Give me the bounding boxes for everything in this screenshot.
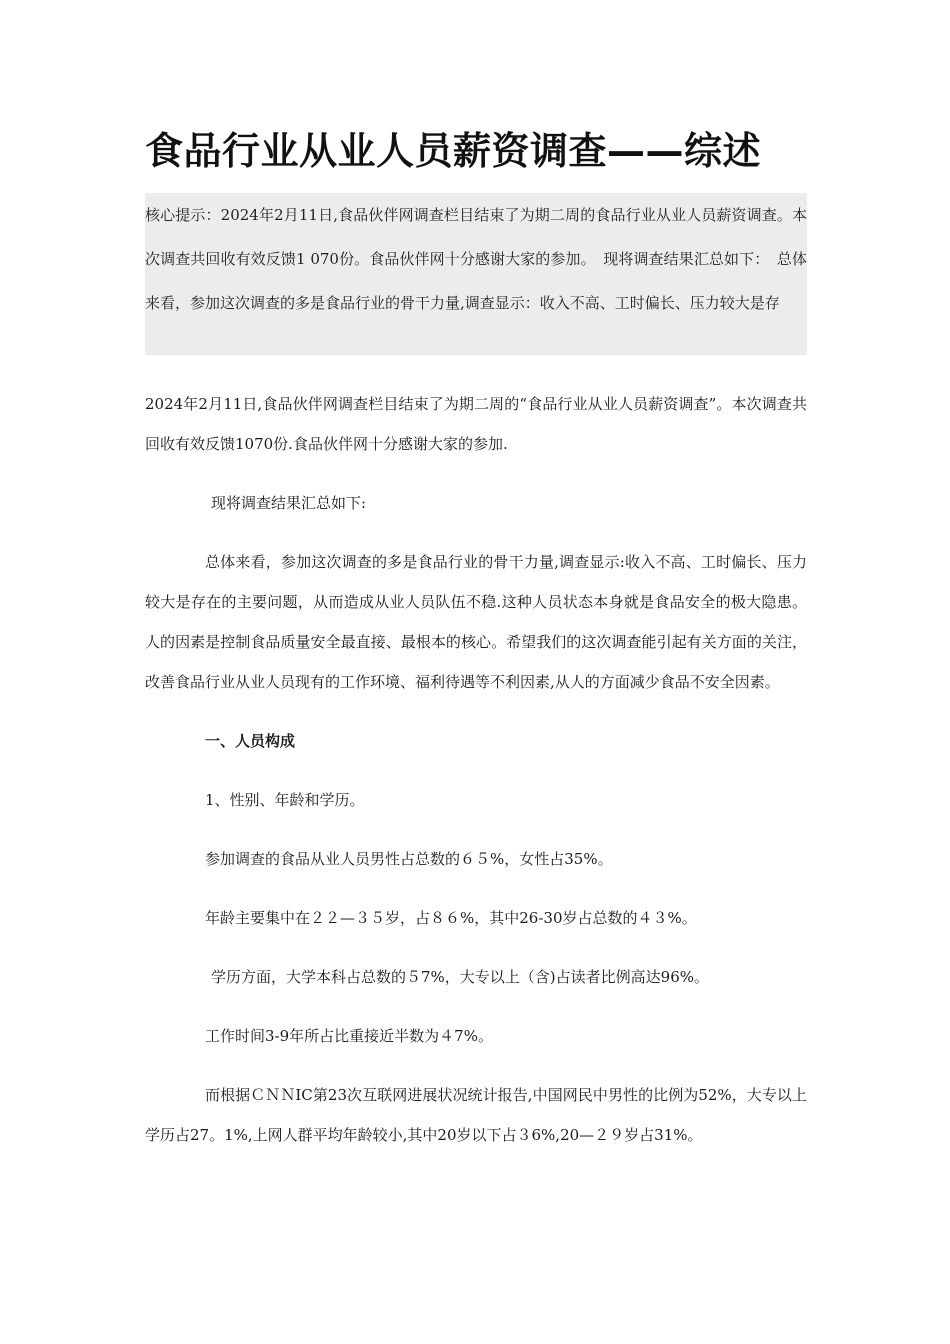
paragraph-work-years: 工作时间3-9年所占比重接近半数为４7%。: [205, 1027, 493, 1045]
section-heading-personnel: 一、人员构成: [205, 732, 296, 750]
paragraph-summary-lead: 现将调查结果汇总如下:: [211, 494, 367, 512]
document-title: 食品行业从业人员薪资调查——综述: [145, 129, 762, 173]
document-body: [145, 384, 807, 1174]
paragraph-education: 学历方面，大学本科占总数的５7%，大专以上（含)占读者比例高达96%。: [211, 968, 709, 986]
paragraph-overview: 总体来看，参加这次调查的多是食品行业的骨干力量,调查显示:收入不高、工时偏长、压力较大是存在的主要问题，从而造成从业人员队伍不稳.这种人员状态本身就是食品安全的极大隐患。人的因素是控制食品质量安全最直接、最根本的核心。希望我们的这次调查能引起有关方面的关注，改善食品行业从业人员现有的工作环境、福利待遇等不利因素,从人的方面减少食品不安全因素。: [145, 553, 807, 691]
paragraph-cnnic: 而根据ＣＮＮIC第23次互联网进展状况统计报告,中国网民中男性的比例为52%，大专以上学历占27。1%,上网人群平均年龄较小,其中20岁以下占３6%,20—２９岁占31%。: [145, 1086, 807, 1144]
subheading-gender-age-education: 1、性别、年龄和学历。: [205, 791, 365, 809]
paragraph-intro: 2024年2月11日,食品伙伴网调查栏目结束了为期二周的“食品行业从业人员薪资调查”。本次调查共回收有效反馈1070份.食品伙伴网十分感谢大家的参加.: [145, 395, 807, 453]
summary-box: 核心提示：2024年2月11日,食品伙伴网调查栏目结束了为期二周的食品行业从业人员薪资调查。本次调查共回收有效反馈1 070份。食品伙伴网十分感谢大家的参加。 现将调查结果汇总如下： 总体来看，参加这次调查的多是食品行业的骨干力量,调查显示：收入不高、工时偏长、压力较大是存: [145, 193, 807, 355]
paragraph-gender: 参加调查的食品从业人员男性占总数的６５%，女性占35%。: [205, 850, 613, 868]
paragraph-age: 年龄主要集中在２２—３５岁，占８６%，其中26-30岁占总数的４３%。: [205, 909, 697, 927]
